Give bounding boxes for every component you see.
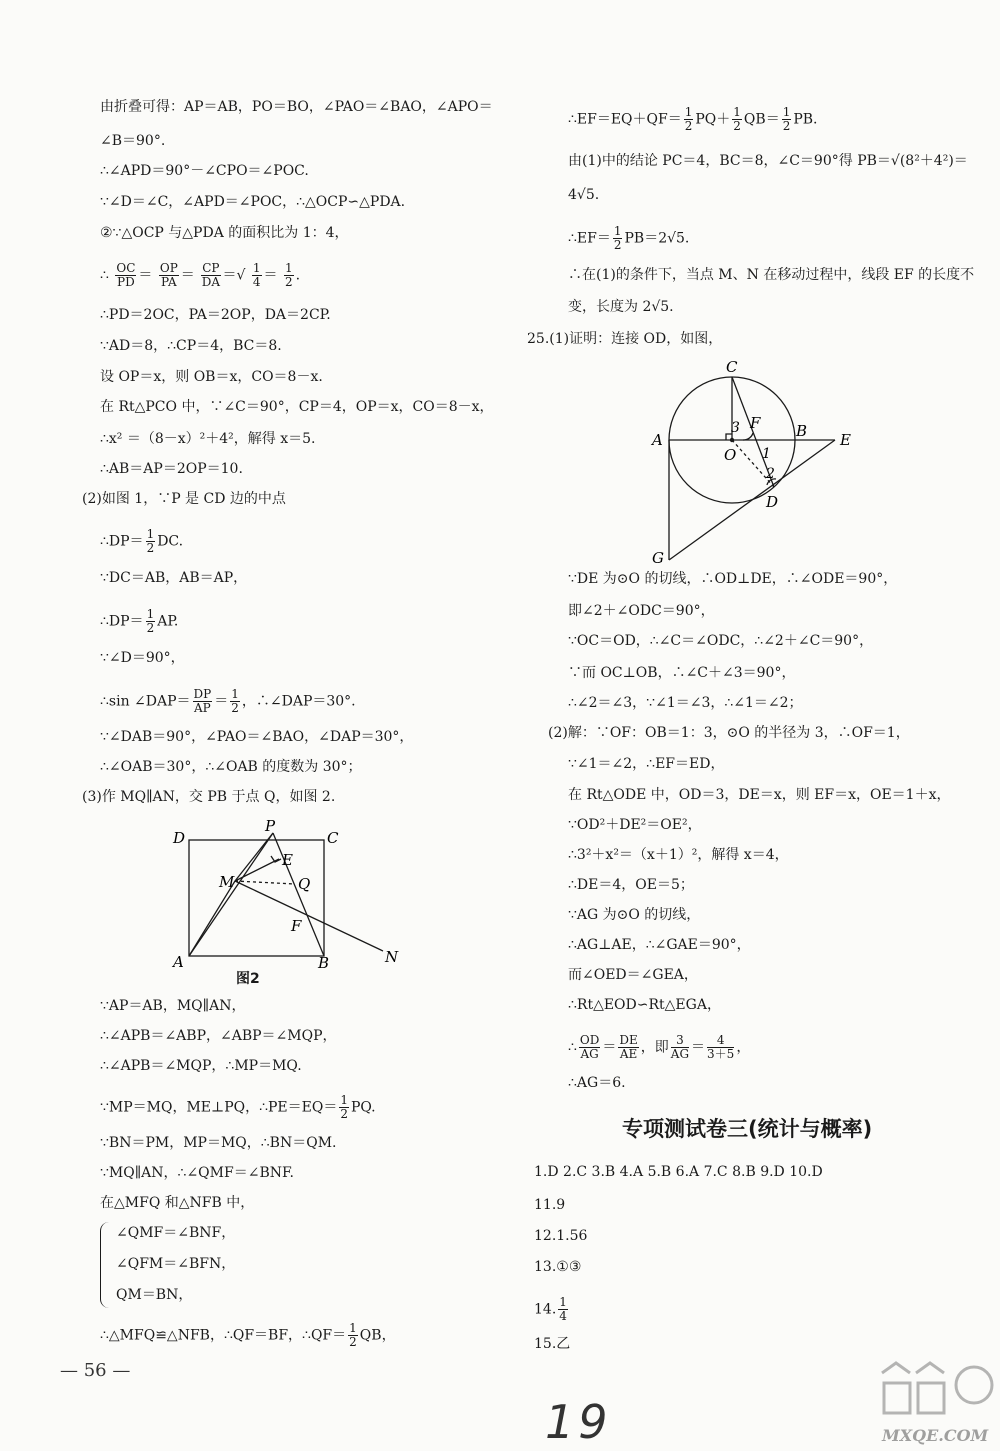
text-line: ∵∠D＝∠C，∠APD＝∠POC，∴△OCP∽△PDA. — [100, 194, 406, 210]
label-B: B — [796, 422, 808, 440]
label-A: A — [652, 431, 663, 449]
text-line: ∵AD＝8，∴CP＝4，BC＝8. — [100, 338, 282, 354]
text-line: ∵而 OC⊥OB，∴∠C＋∠3＝90°， — [568, 665, 796, 681]
figure-2-diagram — [165, 815, 405, 975]
text-line: ∴∠2＝∠3，∵∠1＝∠3，∴∠1＝∠2； — [568, 695, 803, 711]
fraction: $\frac{1}{2}$ — [684, 105, 693, 133]
text-line: ∵DC＝AB，AB＝AP， — [100, 570, 248, 586]
answer-11: 11.9 — [534, 1197, 566, 1213]
equation-line: ∴DP＝ $\frac{1}{2}$ DC. — [100, 527, 184, 555]
fraction: $\frac{1}{2}$ — [782, 105, 791, 133]
fraction: $\frac{DE}{AE}$ — [619, 1033, 638, 1061]
label-A: A — [173, 953, 184, 971]
watermark-url: MXQE.COM — [882, 1426, 989, 1445]
text-line: ∴PD＝2OC，PA＝2OP，DA＝2CP. — [100, 307, 331, 323]
fraction: $\frac{1}{2}$ — [733, 105, 741, 133]
text-line: ∵AG 为⊙O 的切线， — [568, 907, 701, 923]
label-F: F — [291, 917, 302, 935]
fraction: $\frac{DP}{AP}$ — [193, 687, 212, 715]
text-line: ∵DE 为⊙O 的切线，∴OD⊥DE，∴∠ODE＝90°， — [568, 571, 898, 587]
text-line: 变，长度为 2√5. — [568, 299, 674, 315]
label-E: E — [282, 851, 293, 869]
text-line: ∴AG⊥AE，∴∠GAE＝90°， — [568, 937, 751, 953]
label-P: P — [265, 817, 276, 835]
text-line: 由折叠可得：AP＝AB，PO＝BO，∠PAO＝∠BAO，∠APO＝ — [100, 99, 493, 115]
text-line: ∴在(1)的条件下，当点 M、N 在移动过程中，线段 EF 的长度不 — [568, 267, 975, 283]
label-D: D — [173, 829, 186, 847]
text-line: ∵BN＝PM，MP＝MQ，∴BN＝QM. — [100, 1135, 337, 1151]
fraction: $\frac{OP}{PA}$ — [159, 261, 178, 289]
handwritten-number: 19 — [545, 1395, 612, 1449]
text-line: ∴AB＝AP＝2OP＝10. — [100, 461, 243, 477]
label-O: O — [724, 446, 737, 464]
text-line: ∴∠APD＝90°－∠CPO＝∠POC. — [100, 163, 309, 179]
text-line: ∴DE＝4，OE＝5； — [568, 877, 694, 893]
text-line: ∴x² ＝（8－x）²＋4²，解得 x＝5. — [100, 431, 316, 447]
text-line: 而∠OED＝∠GEA， — [568, 967, 698, 983]
text-line: (2)如图 1，∵P 是 CD 边的中点 — [82, 491, 286, 507]
section-title: 专项测试卷三(统计与概率) — [622, 1117, 873, 1141]
angle-1-label: 1 — [762, 446, 771, 462]
fraction: $\frac{3}{AG}$ — [670, 1033, 690, 1061]
text-line: ∴Rt△EOD∽Rt△EGA， — [568, 997, 721, 1013]
fraction: $\frac{OC}{PD}$ — [116, 261, 136, 289]
text-line: ∴AG＝6. — [568, 1075, 626, 1091]
text-line: ∠B＝90°. — [100, 133, 166, 149]
text-line: QM＝BN， — [116, 1287, 193, 1303]
text-line: 即∠2＋∠ODC＝90°， — [568, 603, 715, 619]
text-line: ∵∠DAB＝90°，∠PAO＝∠BAO，∠DAP＝30°， — [100, 729, 414, 745]
figure-caption: 图2 — [236, 971, 260, 987]
fraction: $\frac{1}{2}$ — [146, 607, 155, 635]
text-line: 在△MFQ 和△NFB 中， — [100, 1195, 255, 1211]
label-N: N — [385, 948, 399, 966]
text-line: (3)作 MQ∥AN，交 PB 于点 Q，如图 2. — [82, 789, 336, 805]
label-E: E — [840, 431, 851, 449]
label-C: C — [726, 358, 738, 376]
equation-line: ∴sin ∠DAP＝ $\frac{DP}{AP}$ ＝ $\frac{1}{2}$ ，∴∠DAP＝30°. — [100, 687, 356, 715]
text-line: ∵OC＝OD，∴∠C＝∠ODC，∴∠2＋∠C＝90°， — [568, 633, 874, 649]
fraction: $\frac{1}{4}$ — [559, 1295, 567, 1323]
answer-15: 15.乙 — [534, 1336, 571, 1352]
text-line: 由(1)中的结论 PC＝4，BC＝8，∠C＝90°得 PB＝√(8²＋4²)＝ — [568, 153, 968, 169]
answers-line: 1.D 2.C 3.B 4.A 5.B 6.A 7.C 8.B 9.D 10.D — [534, 1164, 823, 1180]
text-line: ∠QFM＝∠BFN， — [116, 1256, 236, 1272]
text-line: 在 Rt△ODE 中，OD＝3，DE＝x，则 EF＝x，OE＝1＋x， — [568, 787, 951, 803]
label-Q: Q — [298, 875, 311, 893]
fraction: $\frac{4}{3+5}$ — [707, 1033, 735, 1061]
text-line: 25.(1)证明：连接 OD，如图， — [527, 331, 723, 347]
fraction: $\frac{1}{2}$ — [284, 261, 293, 289]
label-G: G — [652, 549, 664, 567]
fraction: $\frac{CP}{DA}$ — [201, 261, 221, 289]
text-line: ∴3²＋x²＝（x＋1）²，解得 x＝4， — [568, 847, 789, 863]
text-line: ∴∠APB＝∠ABP，∠ABP＝∠MQP， — [100, 1028, 337, 1044]
equation-line: ∴ $\frac{OD}{AG}$ ＝ $\frac{DE}{AE}$ ，即 $\frac{3}{AG}$ ＝ $\frac{4}{3+5}$ ， — [568, 1033, 751, 1061]
fraction: $\frac{1}{2}$ — [340, 1093, 348, 1121]
text-line: 在 Rt△PCO 中，∵∠C＝90°，CP＝4，OP＝x，CO＝8－x， — [100, 399, 494, 415]
watermark-logo — [876, 1355, 996, 1447]
answer-13: 13.①③ — [534, 1259, 582, 1275]
fraction: $\frac{1}{4}$ — [252, 261, 261, 289]
text-line: ∵∠D＝90°， — [100, 650, 185, 666]
page-number: — 56 — — [60, 1360, 131, 1381]
text-line: ∵OD²＋DE²＝OE²， — [568, 817, 702, 833]
text-line: ∠QMF＝∠BNF， — [116, 1225, 236, 1241]
text-line: ∴∠OAB＝30°，∴∠OAB 的度数为 30°； — [100, 759, 362, 775]
equation-line: ∴△MFQ≌△NFB，∴QF＝BF，∴QF＝ $\frac{1}{2}$ QB， — [100, 1321, 396, 1349]
fraction: $\frac{OD}{AG}$ — [579, 1033, 600, 1061]
circle-tangent-diagram — [640, 355, 870, 570]
text-line: ∵∠1＝∠2，∴EF＝ED， — [568, 756, 725, 772]
fraction: $\frac{1}{2}$ — [146, 527, 155, 555]
text-line: ∵AP＝AB，MQ∥AN， — [100, 998, 246, 1014]
text: ∴ — [100, 267, 109, 284]
equation-line: ∵MP＝MQ，ME⊥PQ，∴PE＝EQ＝ $\frac{1}{2}$ PQ. — [100, 1093, 376, 1121]
text-line: ∵MQ∥AN，∴∠QMF＝∠BNF. — [100, 1165, 294, 1181]
equation-line: ∴EF＝EQ＋QF＝ $\frac{1}{2}$ PQ＋ $\frac{1}{2}$ QB＝ $\frac{1}{2}$ PB. — [568, 105, 818, 133]
text-line: 设 OP＝x，则 OB＝x，CO＝8－x. — [100, 369, 323, 385]
brace — [100, 1222, 109, 1308]
label-F: F — [750, 414, 761, 432]
fraction: $\frac{1}{2}$ — [231, 687, 239, 715]
text-line: ②∵△OCP 与△PDA 的面积比为 1：4， — [100, 225, 349, 241]
label-B: B — [318, 954, 330, 972]
text-line: ∴∠APB＝∠MQP，∴MP＝MQ. — [100, 1058, 302, 1074]
equation-line: ∴ $\frac{OC}{PD}$ ＝ $\frac{OP}{PA}$ ＝ $\frac{CP}{DA}$ ＝√ $\frac{1}{4}$ ＝ $\frac{1}{2}$ . — [100, 261, 301, 289]
equation-line: ∴DP＝ $\frac{1}{2}$ AP. — [100, 607, 179, 635]
fraction: $\frac{1}{2}$ — [349, 1321, 357, 1349]
label-D: D — [766, 493, 779, 511]
answer-12: 12.1.56 — [534, 1228, 588, 1244]
label-C: C — [327, 829, 339, 847]
text-line: (2)解：∵OF：OB＝1：3，⊙O 的半径为 3，∴OF＝1， — [548, 725, 910, 741]
label-M: M — [219, 873, 235, 891]
angle-3-label: 3 — [731, 420, 740, 436]
answer-14: 14. $\frac{1}{4}$ — [534, 1295, 567, 1323]
equation-line: ∴EF＝ $\frac{1}{2}$ PB＝2√5. — [568, 224, 690, 252]
fraction: $\frac{1}{2}$ — [613, 224, 622, 252]
angle-2-label: 2 — [766, 466, 775, 482]
text-line: 4√5. — [568, 187, 600, 203]
